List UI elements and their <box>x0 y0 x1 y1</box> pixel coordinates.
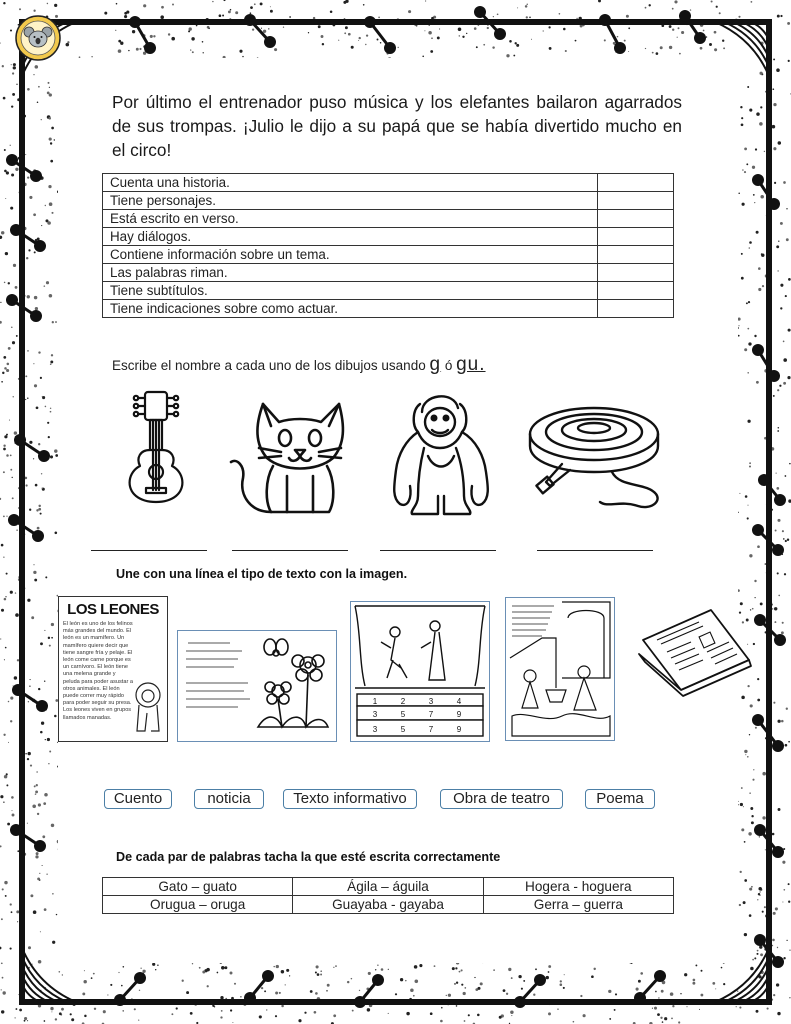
feature-row <box>103 246 674 264</box>
pair-cell[interactable]: Orugua – oruga <box>103 896 293 914</box>
instruction-text: Escribe el nombre a cada uno de los dibujos usando <box>112 358 426 373</box>
svg-text:3: 3 <box>372 710 378 719</box>
connector-text: ó <box>444 358 453 373</box>
feature-label: Está escrito en verso. <box>103 210 598 228</box>
feature-answer-cell[interactable] <box>598 300 674 318</box>
feature-row <box>103 210 674 228</box>
story-paragraph: Por último el entrenador puso música y los elefantes bailaron agarrados de sus trompas. ¡Julio le dijo a su papá que se había divertido mucho en el circo! <box>112 92 682 160</box>
svg-text:5: 5 <box>400 710 406 719</box>
informative-text-image[interactable] <box>58 596 168 742</box>
svg-text:1: 1 <box>372 697 378 706</box>
write-names-instruction <box>112 354 486 376</box>
newspaper-image[interactable] <box>637 604 755 700</box>
feature-answer-cell[interactable] <box>598 246 674 264</box>
feature-row <box>103 174 674 192</box>
feature-row <box>103 282 674 300</box>
pair-cell[interactable]: Guayaba - gayaba <box>293 896 483 914</box>
guitar-icon <box>118 388 194 506</box>
feature-answer-cell[interactable] <box>598 210 674 228</box>
answer-line-hose[interactable] <box>537 550 653 551</box>
story-illustration-icon <box>506 598 614 740</box>
feature-row <box>103 264 674 282</box>
match-instruction: Une con una línea el tipo de texto con la imagen. <box>116 567 408 581</box>
koala-logo-icon <box>14 14 62 62</box>
cross-out-instruction: De cada par de palabras tacha la que esté escrita correctamente <box>116 850 501 864</box>
feature-answer-cell[interactable] <box>598 264 674 282</box>
svg-text:9: 9 <box>456 725 462 734</box>
theater-stage-icon <box>351 602 489 741</box>
lion-icon <box>131 681 165 735</box>
feature-row <box>103 228 674 246</box>
story-image[interactable] <box>505 597 615 741</box>
feature-label: Tiene personajes. <box>103 192 598 210</box>
text-features-table <box>102 173 674 318</box>
pair-cell[interactable]: Hogera - hoguera <box>483 878 673 896</box>
leones-title: LOS LEONES <box>67 601 159 618</box>
feature-label: Hay diálogos. <box>103 228 598 246</box>
word-pairs-table <box>102 877 674 914</box>
flowers-poem-icon <box>178 631 336 741</box>
word-box-texto-informativo[interactable]: Texto informativo <box>283 789 417 809</box>
pair-cell[interactable]: Gato – guato <box>103 878 293 896</box>
svg-text:7: 7 <box>428 710 434 719</box>
word-box-obra-de-teatro[interactable]: Obra de teatro <box>440 789 563 809</box>
feature-answer-cell[interactable] <box>598 192 674 210</box>
feature-row <box>103 300 674 318</box>
poem-image[interactable] <box>177 630 337 742</box>
answer-line-cat[interactable] <box>232 550 348 551</box>
feature-label: Tiene indicaciones sobre como actuar. <box>103 300 598 318</box>
word-box-noticia[interactable]: noticia <box>194 789 264 809</box>
answer-line-gorilla[interactable] <box>380 550 496 551</box>
pair-cell[interactable]: Gerra – guerra <box>483 896 673 914</box>
feature-label: Contiene información sobre un tema. <box>103 246 598 264</box>
answer-line-guitar[interactable] <box>91 550 207 551</box>
hose-icon <box>520 398 666 516</box>
svg-text:5: 5 <box>400 725 406 734</box>
svg-text:4: 4 <box>456 697 462 706</box>
feature-label: Cuenta una historia. <box>103 174 598 192</box>
svg-text:9: 9 <box>456 710 462 719</box>
theater-image[interactable] <box>350 601 490 742</box>
feature-label: Tiene subtítulos. <box>103 282 598 300</box>
letter-gu: gu. <box>456 354 486 375</box>
svg-text:3: 3 <box>428 697 434 706</box>
feature-label: Las palabras riman. <box>103 264 598 282</box>
pair-cell[interactable]: Ágila – águila <box>293 878 483 896</box>
word-box-poema[interactable]: Poema <box>585 789 655 809</box>
gorilla-icon <box>382 386 500 518</box>
cat-icon <box>229 396 355 518</box>
feature-answer-cell[interactable] <box>598 282 674 300</box>
svg-text:2: 2 <box>400 697 406 706</box>
leones-text: El león es uno de los felinos más grandes del mundo. El león es un mamífero. Un mamífero quiere decir que tiene sangre fría y pelaje. El león come carne porque es un carnívoro. El león tiene una melena grande y peluda para poder asustar a otros animales. El león puede correr muy rápido para poder seguir su presa. Los leones viven en grupos llamados manadas. <box>63 621 133 721</box>
feature-row <box>103 192 674 210</box>
feature-answer-cell[interactable] <box>598 174 674 192</box>
feature-answer-cell[interactable] <box>598 228 674 246</box>
svg-text:3: 3 <box>372 725 378 734</box>
svg-text:7: 7 <box>428 725 434 734</box>
word-box-cuento[interactable]: Cuento <box>104 789 172 809</box>
letter-g: g <box>429 354 442 375</box>
